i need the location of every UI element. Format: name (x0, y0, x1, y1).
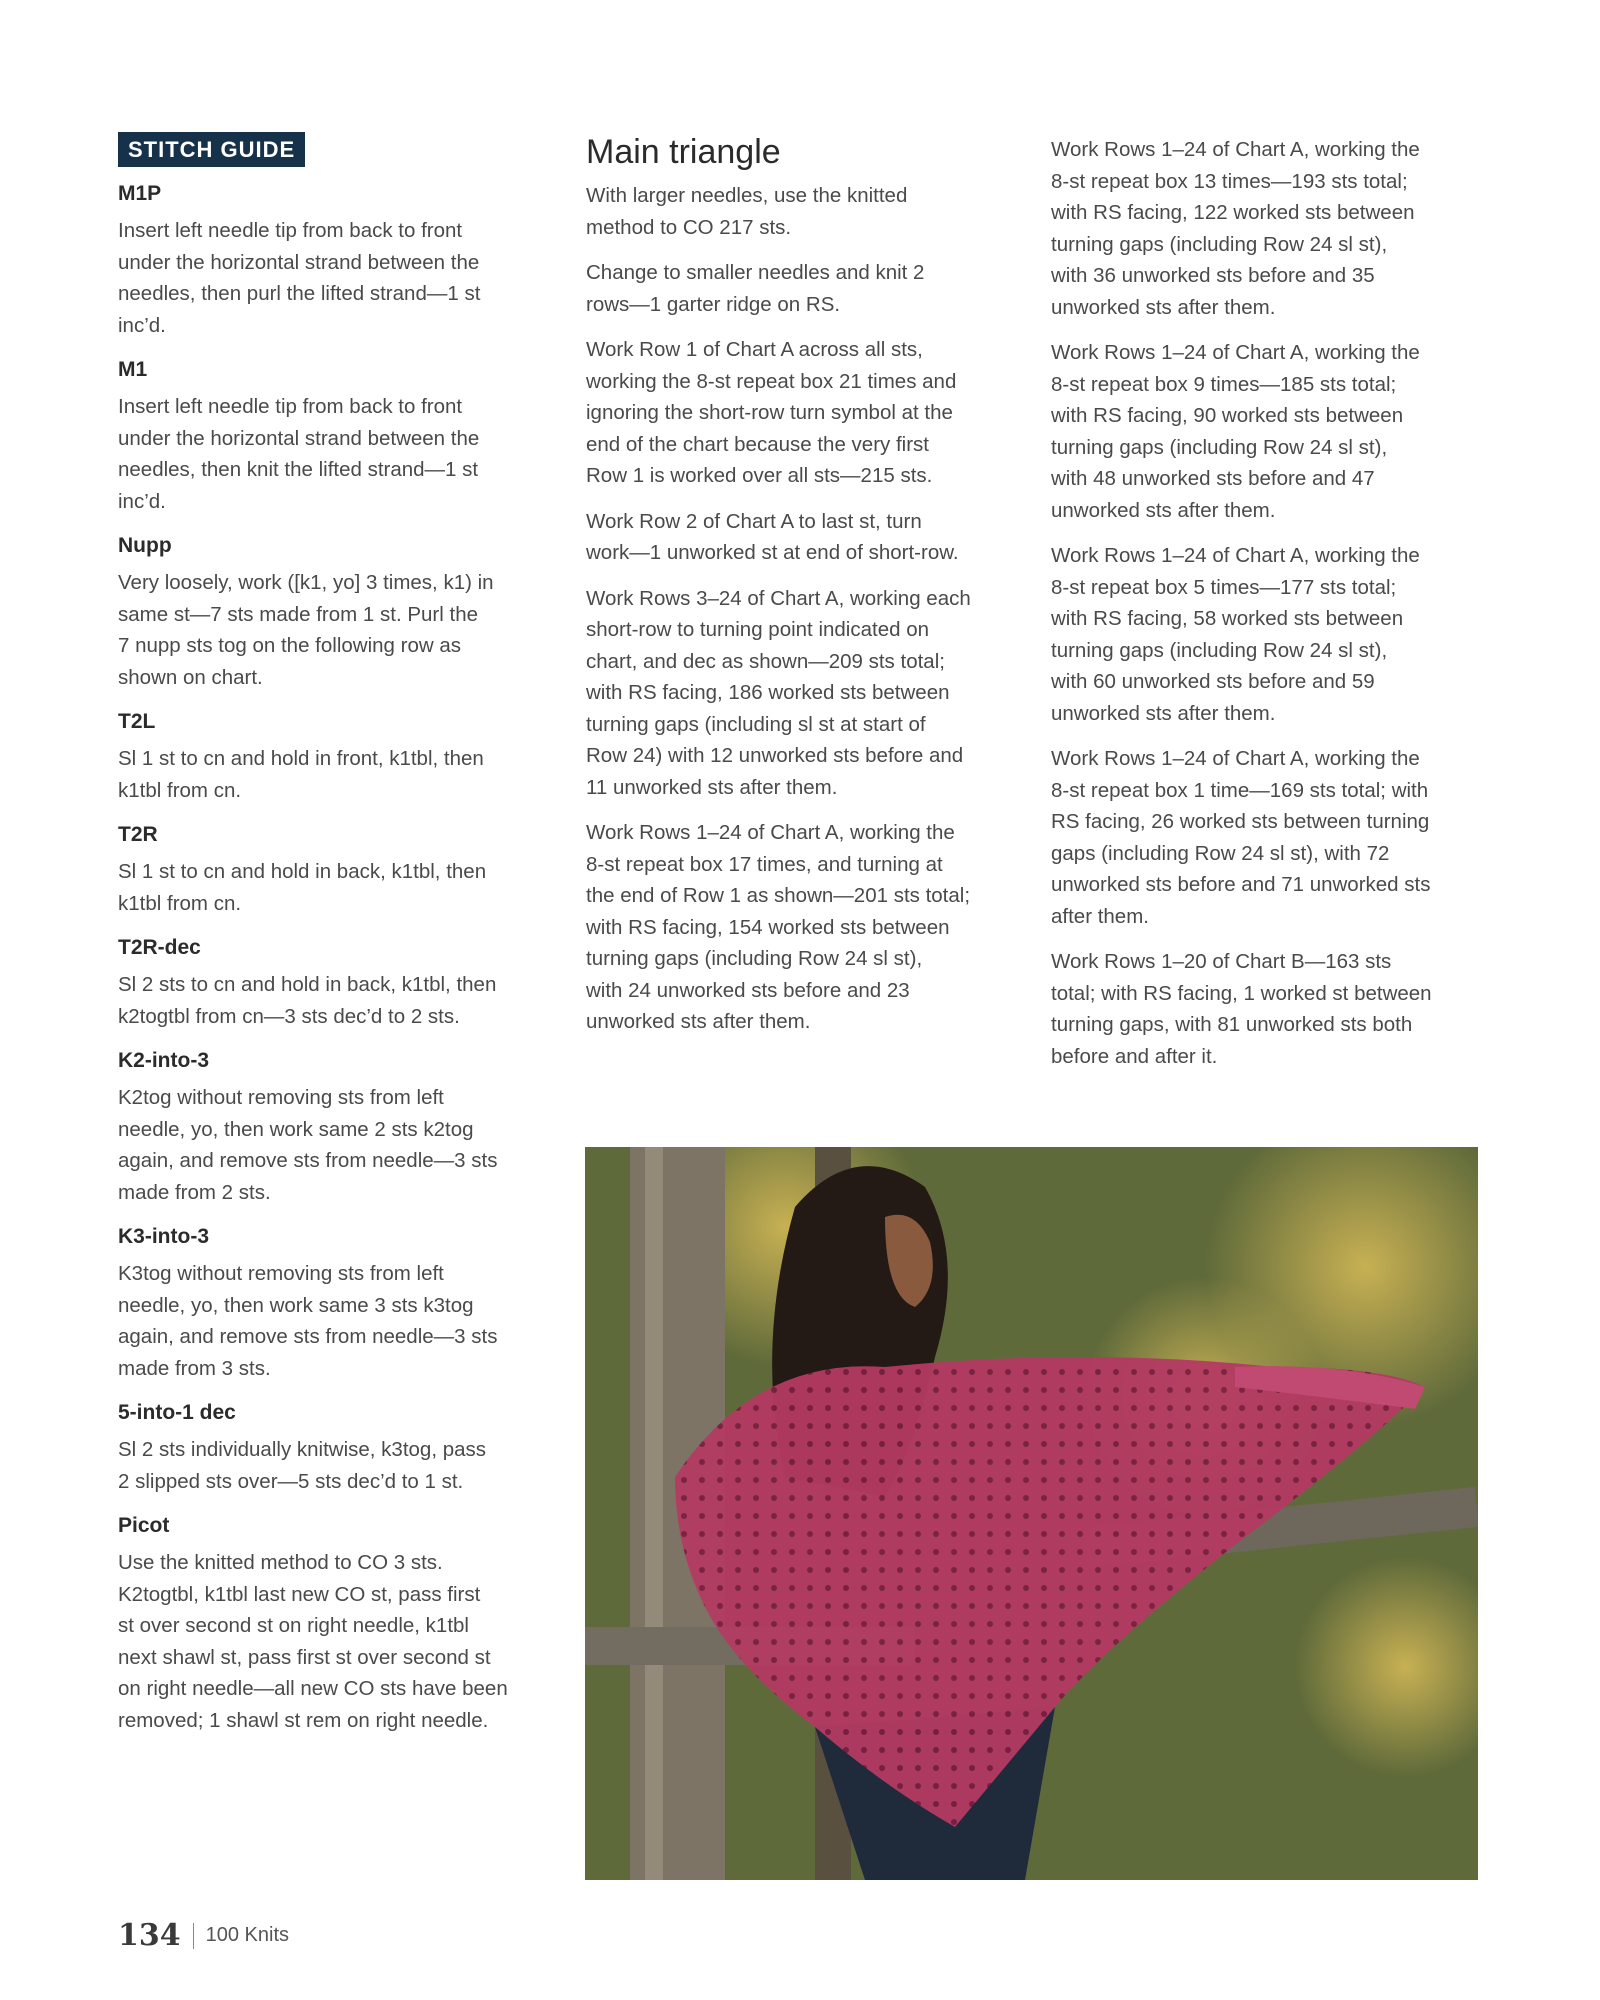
instruction-paragraph: Work Row 1 of Chart A across all sts, working the 8-st repeat box 21 times and ignoring the short-row turn symbol at the end of the chart because the very first Row 1 is worked over all sts—215 sts. (586, 338, 957, 487)
stitch-entry (118, 1400, 550, 1497)
stitch-name: K3-into-3 (118, 1225, 209, 1248)
instruction-paragraph: Work Rows 1–24 of Chart A, working the 8-st repeat box 9 times—185 sts total; with RS facing, 90 worked sts between turning gaps (including Row 24 sl st), with 48 unworked sts before and 47 unworked sts after them. (1051, 341, 1420, 522)
stitch-description: Insert left needle tip from back to front under the horizontal strand between the needles, then knit the lifted strand—1 st inc’d. (118, 395, 480, 513)
stitch-name: M1P (118, 182, 162, 205)
stitch-name: Nupp (118, 534, 172, 557)
instruction-paragraph: With larger needles, use the knitted method to CO 217 sts. (586, 184, 908, 239)
instruction-paragraph: Work Rows 1–24 of Chart A, working the 8-st repeat box 13 times—193 sts total; with RS facing, 122 worked sts between turning gaps (including Row 24 sl st), with 36 unworked sts before and 35 unworked sts after them. (1051, 138, 1420, 319)
stitch-description: Sl 2 sts to cn and hold in back, k1tbl, then k2togtbl from cn—3 sts dec’d to 2 sts. (118, 973, 497, 1028)
main-triangle-column (586, 132, 1016, 1052)
stitch-entry (118, 1224, 550, 1384)
instruction-paragraph: Work Rows 1–20 of Chart B—163 sts total; with RS facing, 1 worked st between turning gaps, with 81 unworked sts both before and after it. (1051, 950, 1432, 1068)
stitch-name: Picot (118, 1514, 170, 1537)
book-title: 100 Knits (205, 1924, 290, 1946)
stitch-description: Sl 2 sts individually knitwise, k3tog, pass 2 slipped sts over—5 sts dec’d to 1 st. (118, 1438, 487, 1493)
stitch-name: 5-into-1 dec (118, 1401, 236, 1424)
stitch-name: T2R-dec (118, 936, 201, 959)
stitch-description: Very loosely, work ([k1, yo] 3 times, k1) in same st—7 sts made from 1 st. Purl the 7 nupp sts tog on the following row as shown on chart. (118, 571, 494, 689)
stitch-entry (118, 935, 550, 1032)
stitch-entry (118, 822, 550, 919)
stitch-name: M1 (118, 358, 148, 381)
instruction-paragraph: Change to smaller needles and knit 2 rows—1 garter ridge on RS. (586, 261, 925, 316)
footer-divider (193, 1923, 194, 1949)
stitch-entry (118, 709, 550, 806)
stitch-name: T2L (118, 710, 156, 733)
stitch-description: K3tog without removing sts from left needle, yo, then work same 3 sts k3tog again, and remove sts from needle—3 sts made from 3 sts. (118, 1262, 498, 1380)
stitch-name: K2-into-3 (118, 1049, 209, 1072)
stitch-description: Sl 1 st to cn and hold in back, k1tbl, then k1tbl from cn. (118, 860, 487, 915)
shawl-photo-illustration (585, 1147, 1478, 1880)
stitch-entry (118, 357, 550, 517)
instruction-paragraph: Work Row 2 of Chart A to last st, turn work—1 unworked st at end of short-row. (586, 509, 959, 564)
stitch-entry (118, 1513, 550, 1736)
instruction-paragraph: Work Rows 1–24 of Chart A, working the 8-st repeat box 5 times—177 sts total; with RS facing, 58 worked sts between turning gaps (including Row 24 sl st), with 60 unworked sts before and 59 unworked sts after them. (1051, 544, 1420, 725)
page-footer (118, 1918, 289, 1953)
stitch-description: Use the knitted method to CO 3 sts. K2togtbl, k1tbl last new CO st, pass first st over second st on right needle, k1tbl next shawl st, pass first st over second st on right needle—all new CO sts have been removed; 1 shawl st rem on right needle. (118, 1551, 508, 1732)
stitch-guide-column (118, 132, 550, 1752)
stitch-description: K2tog without removing sts from left needle, yo, then work same 2 sts k2tog again, and remove sts from needle—3 sts made from 2 sts. (118, 1086, 498, 1204)
shawl-photo (585, 1147, 1478, 1880)
instruction-paragraph: Work Rows 1–24 of Chart A, working the 8-st repeat box 1 time—169 sts total; with RS facing, 26 worked sts between turning gaps (including Row 24 sl st), with 72 unworked sts before and 71 unworked sts after them. (1051, 747, 1431, 928)
stitch-description: Insert left needle tip from back to front under the horizontal strand between the needles, then purl the lifted strand—1 st inc’d. (118, 219, 481, 337)
stitch-description: Sl 1 st to cn and hold in front, k1tbl, then k1tbl from cn. (118, 747, 484, 802)
page-number: 134 (118, 1918, 181, 1953)
instructions-continued-column (1051, 134, 1487, 1086)
stitch-entry (118, 533, 550, 693)
stitch-entry (118, 181, 550, 341)
stitch-guide-title: STITCH GUIDE (118, 132, 305, 167)
instruction-paragraph: Work Rows 1–24 of Chart A, working the 8-st repeat box 17 times, and turning at the end of Row 1 as shown—201 sts total; with RS facing, 154 worked sts between turning gaps (including Row 24 sl st), with 24 unworked sts before and 23 unworked sts after them. (586, 821, 971, 1033)
instruction-paragraph: Work Rows 3–24 of Chart A, working each short-row to turning point indicated on chart, and dec as shown—209 sts total; with RS facing, 186 worked sts between turning gaps (including sl st at start of Row 24) with 12 unworked sts before and 11 unworked sts after them. (586, 586, 971, 799)
stitch-name: T2R (118, 823, 158, 846)
section-title: Main triangle (586, 133, 781, 171)
stitch-entry (118, 1048, 550, 1208)
